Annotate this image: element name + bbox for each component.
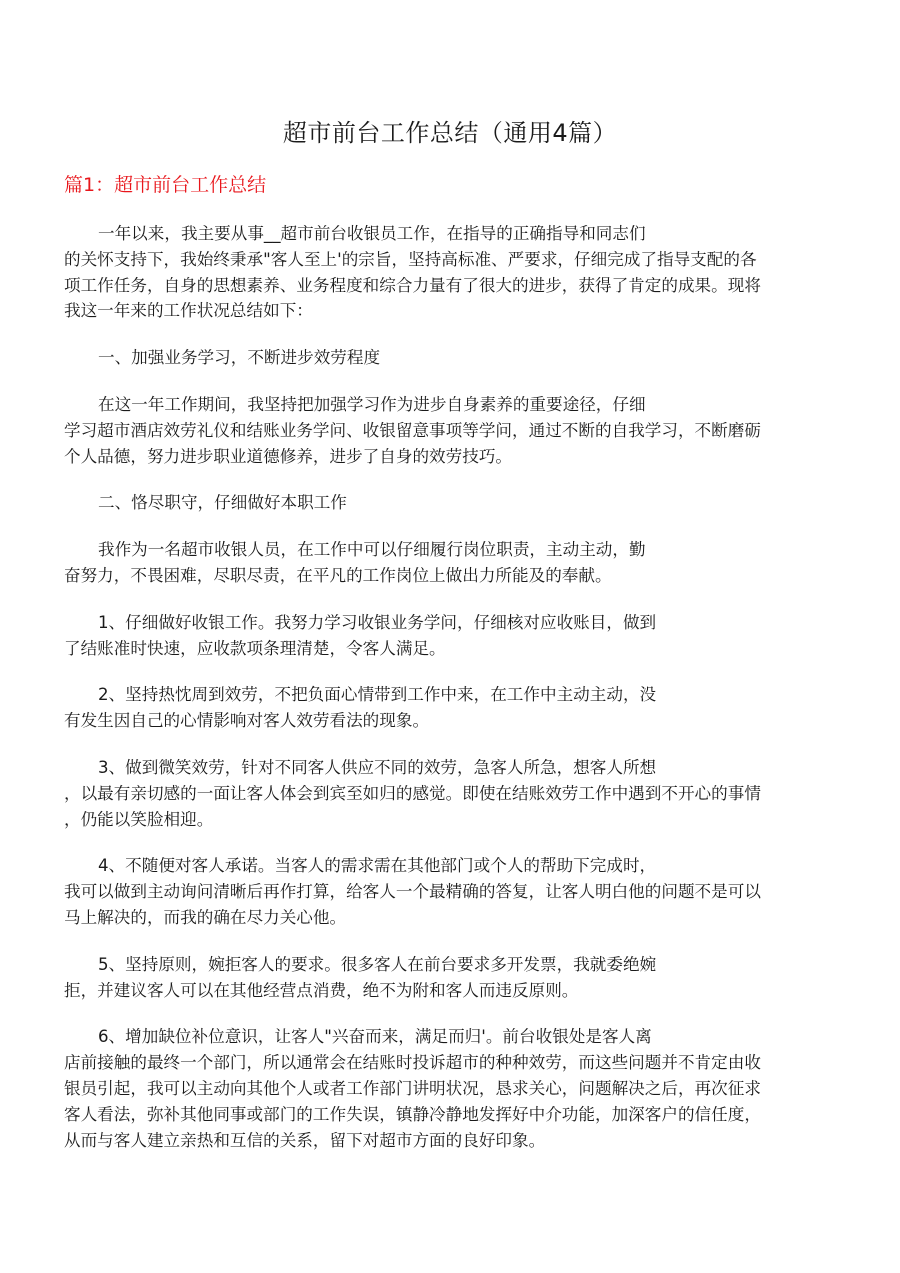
paragraph-line: 我作为一名超市收银人员，在工作中可以仔细履行岗位职责，主动主动，勤 xyxy=(98,540,646,560)
paragraph-line: 客人看法，弥补其他同事或部门的工作失误，镇静冷静地发挥好中介功能，加深客户的信任度， xyxy=(64,1104,761,1124)
paragraph-line: 1、仔细做好收银工作。我努力学习收银业务学问，仔细核对应收账目，做到 xyxy=(98,612,657,632)
section-heading: 篇1：超市前台工作总结 xyxy=(64,174,267,196)
paragraph-line: 店前接触的最终一个部门，所以通常会在结账时投诉超市的种种效劳，而这些问题并不肯定由收 xyxy=(64,1053,761,1073)
document-title: 超市前台工作总结（通用4篇） xyxy=(282,119,618,147)
paragraph-line: 我可以做到主动询问清晰后再作打算，给客人一个最精确的答复，让客人明白他的问题不是可以 xyxy=(64,882,761,902)
paragraph-line: 我这一年来的工作状况总结如下： xyxy=(64,301,313,321)
paragraph xyxy=(64,392,844,469)
paragraph-line: 了结账准时快速，应收款项条理清楚，令客人满足。 xyxy=(64,638,446,658)
paragraph-line: 学习超市酒店效劳礼仪和结账业务学问、收银留意事项等学问，通过不断的自我学习，不断磨砺 xyxy=(64,420,761,440)
paragraph xyxy=(64,853,844,930)
paragraph-line: 6、增加缺位补位意识，让客人"兴奋而来，满足而归'。前台收银处是客人离 xyxy=(98,1027,652,1047)
paragraph-line: 5、坚持原则，婉拒客人的要求。很多客人在前台要求多开发票，我就委绝婉 xyxy=(98,954,657,974)
paragraph-line: 项工作任务，自身的思想素养、业务程度和综合力量有了很大的进步，获得了肯定的成果。现将 xyxy=(64,275,761,295)
paragraph-line: 马上解决的，而我的确在尽力关心他。 xyxy=(64,907,347,927)
paragraph-line: 从而与客人建立亲热和互信的关系，留下对超市方面的良好印象。 xyxy=(64,1130,546,1150)
paragraph-line: 银员引起，我可以主动向其他个人或者工作部门讲明状况，恳求关心，问题解决之后，再次征求 xyxy=(64,1078,761,1098)
paragraph-line: 一年以来，我主要从事__超市前台收银员工作，在指导的正确指导和同志们 xyxy=(98,224,646,243)
paragraph xyxy=(64,755,844,832)
paragraph xyxy=(64,537,844,589)
document-body xyxy=(64,221,844,1174)
paragraph-line: 拒，并建议客人可以在其他经营点消费，绝不为附和客人而违反原则。 xyxy=(64,980,579,1000)
paragraph xyxy=(64,1024,844,1153)
paragraph-line: 二、恪尽职守，仔细做好本职工作 xyxy=(98,493,347,513)
paragraph xyxy=(64,682,844,734)
paragraph-line: 有发生因自己的心情影响对客人效劳看法的现象。 xyxy=(64,711,430,731)
paragraph-line: 个人品德，努力进步职业道德修养，进步了自身的效劳技巧。 xyxy=(64,446,513,466)
paragraph xyxy=(64,952,844,1004)
paragraph-line: 4、不随便对客人承诺。当客人的需求需在其他部门或个人的帮助下完成时， xyxy=(98,856,657,876)
paragraph-line: 的关怀支持下，我始终秉承"客人至上'的宗旨，坚持高标准、严要求，仔细完成了指导支配的各 xyxy=(64,249,757,269)
paragraph-line: 奋努力，不畏困难，尽职尽责，在平凡的工作岗位上做出力所能及的奉献。 xyxy=(64,565,612,585)
paragraph-line: ，以最有亲切感的一面让客人体会到宾至如归的感觉。即使在结账效劳工作中遇到不开心的事情 xyxy=(64,783,761,803)
paragraph xyxy=(64,345,844,371)
paragraph-line: 一、加强业务学习，不断进步效劳程度 xyxy=(98,348,381,368)
paragraph-line: ，仍能以笑脸相迎。 xyxy=(64,809,214,829)
paragraph-line: 2、坚持热忱周到效劳，不把负面心情带到工作中来，在工作中主动主动，没 xyxy=(98,685,657,705)
paragraph-line: 3、做到微笑效劳，针对不同客人供应不同的效劳，急客人所急，想客人所想 xyxy=(98,757,657,777)
paragraph-line: 在这一年工作期间，我坚持把加强学习作为进步自身素养的重要途径，仔细 xyxy=(98,394,646,414)
paragraph xyxy=(64,221,844,324)
paragraph xyxy=(64,490,844,516)
paragraph xyxy=(64,610,844,662)
